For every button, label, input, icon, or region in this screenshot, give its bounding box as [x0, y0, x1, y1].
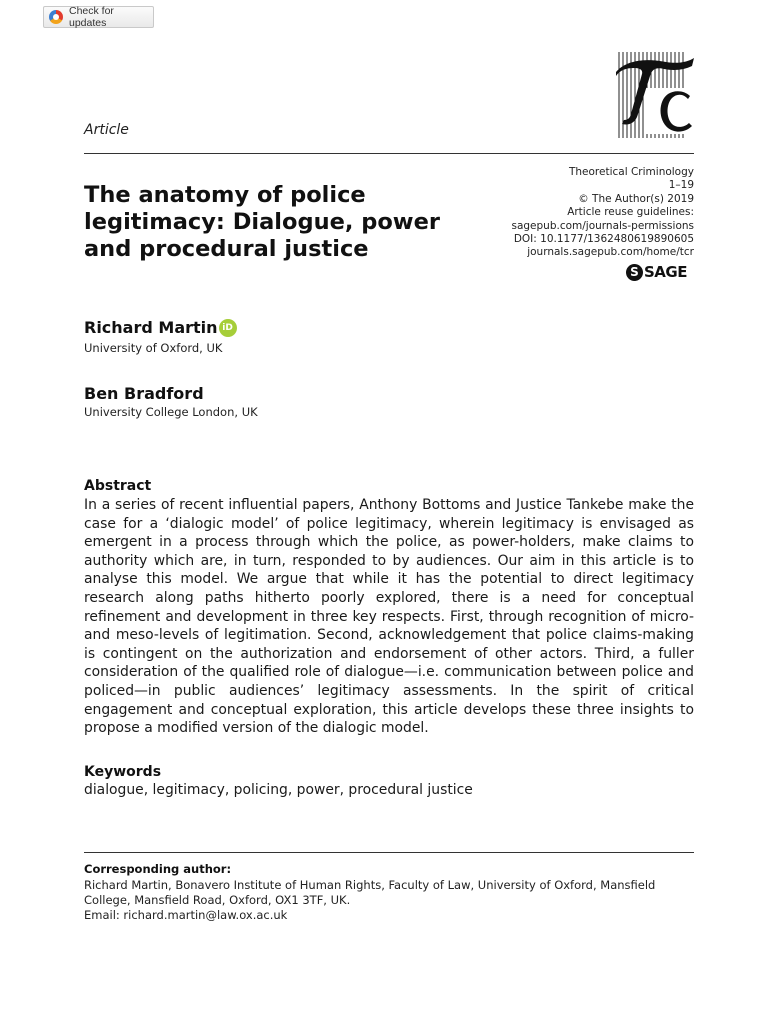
check-for-updates-button[interactable] [43, 6, 154, 28]
author-name: Richard Martin [84, 318, 218, 337]
abstract-text: In a series of recent influential papers, Anthony Bottoms and Justice Tankebe make the case for a ‘dialogic model’ of police legitimacy, wherein legitimacy is envisaged as emergent in a process through which the police, as power-holders, make claims to authority which are, in turn, responded to by audiences. Our aim in this article is to analyse this model. We argue that while it has the potential to direct legitimacy research along paths hitherto poorly explored, there is a need for conceptual refinement and development in three key respects. First, through recognition of micro- and meso-levels of legitimation. Second, acknowledgement that police claims-making is contingent on the authorization and endorsement of other actors. Third, a fuller consideration of the qualified role of dialogue—i.e. communication between police and policed—in public audiences’ legitimacy assessments. In the spirit of critical engagement and conceptual exploration, this article develops these three insights to propose a modified version of the dialogic model. [84, 497, 694, 737]
doi[interactable]: DOI: 10.1177/1362480619890605 [513, 233, 694, 246]
article-type: Article [84, 122, 129, 138]
footer-divider [84, 852, 694, 853]
crossmark-icon [49, 10, 63, 24]
sage-icon: S [626, 264, 643, 281]
journal-url[interactable]: journals.sagepub.com/home/tcr [527, 246, 694, 259]
reuse-guidelines: Article reuse guidelines: [567, 206, 694, 219]
author-affiliation: University College London, UK [84, 405, 258, 419]
journal-info [511, 166, 694, 260]
orcid-icon[interactable]: iD [219, 319, 237, 337]
abstract-heading: Abstract [84, 478, 152, 494]
header-divider [84, 153, 694, 154]
page-range: 1–19 [668, 179, 694, 192]
publisher-logo [626, 263, 687, 281]
keywords-text: dialogue, legitimacy, policing, power, procedural justice [84, 782, 473, 798]
address-line: Richard Martin, Bonavero Institute of Human Rights, Faculty of Law, University of Oxford, Mansfield [84, 878, 656, 892]
publisher-name: SAGE [644, 263, 687, 281]
copyright: © The Author(s) 2019 [578, 192, 694, 205]
check-for-updates-label: Check for updates [69, 5, 114, 29]
permissions-link[interactable]: sagepub.com/journals-permissions [511, 219, 694, 232]
email-link[interactable]: Email: richard.martin@law.ox.ac.uk [84, 908, 288, 922]
author-2-name: Ben Bradford [84, 384, 204, 403]
journal-name: Theoretical Criminology [568, 166, 694, 178]
author-1 [84, 318, 237, 338]
keywords-heading: Keywords [84, 764, 162, 780]
article-title: The anatomy of police legitimacy: Dialogue, power and procedural justice [84, 182, 440, 262]
corresponding-author-details [84, 878, 694, 923]
journal-logo [616, 52, 694, 138]
address-line: College, Mansfield Road, Oxford, OX1 3TF, UK. [84, 893, 351, 907]
corresponding-author-heading: Corresponding author: [84, 862, 232, 876]
author-affiliation: University of Oxford, UK [84, 341, 223, 355]
